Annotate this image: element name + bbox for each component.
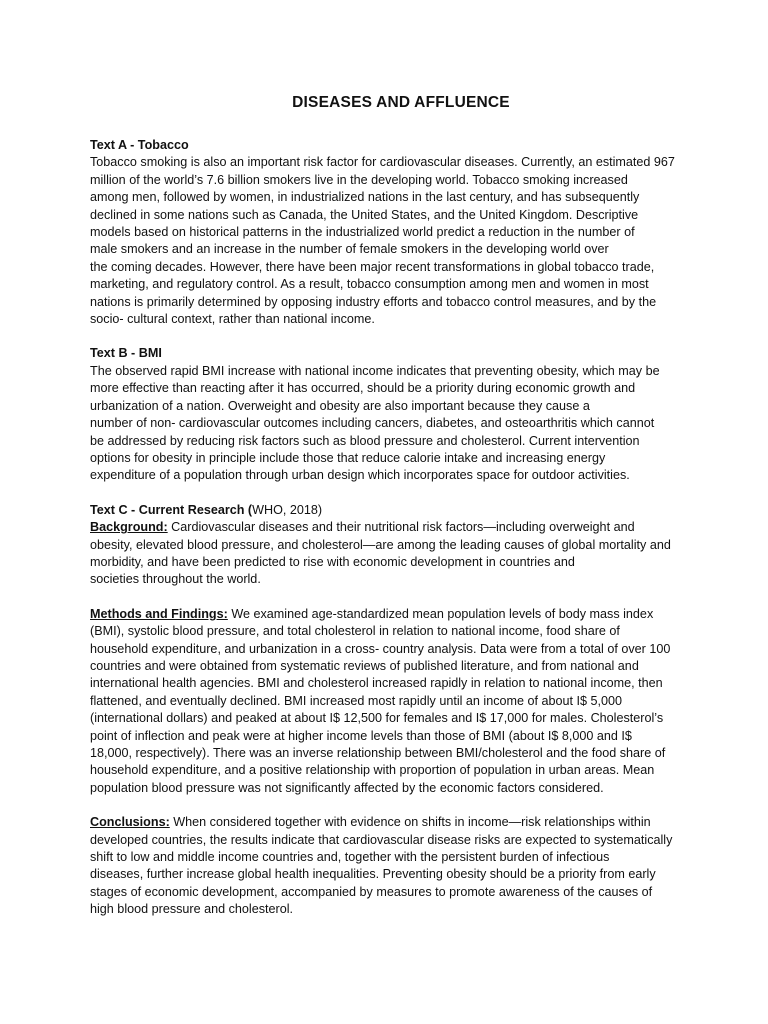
methods-line: population blood pressure was not significantly affected by the economic factors considered.: [90, 780, 604, 795]
text-b-line: The observed rapid BMI increase with national income indicates that preventing obesity, which may be: [90, 363, 660, 378]
text-a-heading: Text A - Tobacco: [90, 138, 189, 152]
methods-line: international health agencies. BMI and cholesterol increased rapidly in relation to national income, then: [90, 676, 663, 691]
background-line: obesity, elevated blood pressure, and cholesterol—are among the leading causes of global mortality and: [90, 537, 671, 552]
text-a-section: [90, 137, 712, 328]
text-b-line: be addressed by reducing risk factors such as blood pressure and cholesterol. Current intervention: [90, 433, 640, 448]
text-c-heading: [90, 502, 712, 519]
methods-line: flattened, and eventually declined. BMI increased most rapidly until an income of about I$ 5,000: [90, 693, 623, 708]
text-a-line: the coming decades. However, there have been major recent transformations in global tobacco trade,: [90, 259, 655, 274]
text-a-line: socio- cultural context, rather than national income.: [90, 312, 375, 327]
methods-section: [90, 606, 712, 797]
background-line: [90, 519, 712, 536]
text-c-heading-source: WHO, 2018): [252, 502, 323, 517]
text-a-line: among men, followed by women, in industrialized nations in the last century, and has subsequently: [90, 190, 640, 205]
methods-line: point of inflection and peak were at higher income levels than those of BMI (about I$ 8,000 and I$: [90, 728, 632, 743]
conclusions-section: [90, 814, 712, 918]
conclusions-line: shift to low and middle income countries and, together with the persistent burden of infectious: [90, 850, 610, 865]
methods-line: household expenditure, and urbanization in a cross- country analysis. Data were from a total of over 100: [90, 641, 671, 656]
conclusions-line: high blood pressure and cholesterol.: [90, 902, 294, 917]
text-a-line: nations is primarily determined by opposing industry efforts and tobacco control measures, and by the: [90, 294, 657, 309]
text-a-line: marketing, and regulatory control. As a result, tobacco consumption among men and women in most: [90, 277, 649, 292]
conclusions-line: [90, 814, 712, 831]
methods-line: 18,000, respectively). There was an inverse relationship between BMI/cholesterol and the food share of: [90, 746, 666, 760]
background-line: morbidity, and have been predicted to rise with economic development in countries and: [90, 554, 575, 569]
text-b-line: options for obesity in principle include those that reduce calorie intake and increasing energy: [90, 450, 606, 465]
methods-line: countries and were obtained from systematic reviews of published literature, and from national and: [90, 658, 639, 673]
text-b-line: more effective than reacting after it has occurred, should be a priority during economic growth and: [90, 381, 636, 396]
text-c-heading-main: Text C - Current Research (: [90, 502, 253, 517]
methods-line: (international dollars) and peaked at about I$ 12,500 for females and I$ 17,000 for males. Cholesterol’s: [90, 711, 664, 726]
methods-label: Methods and Findings:: [90, 606, 228, 621]
text-b-line: expenditure of a population through urban design which incorporates space for outdoor activities.: [90, 468, 630, 483]
conclusions-label: Conclusions:: [90, 815, 170, 830]
text-b-line: number of non- cardiovascular outcomes including cancers, diabetes, and osteoarthritis which cannot: [90, 416, 655, 431]
methods-line: [90, 606, 712, 623]
methods-line: (BMI), systolic blood pressure, and total cholesterol in relation to national income, food share of: [90, 624, 620, 639]
text-a-line: declined in some nations such as Canada, the United States, and the United Kingdom. Descriptive: [90, 207, 639, 222]
conclusions-line: diseases, further increase global health inequalities. Preventing obesity should be a priority from early: [90, 867, 656, 882]
text-a-line: models based on historical patterns in the industrialized world predict a reduction in the number of: [90, 225, 635, 240]
background-label: Background:: [90, 520, 168, 535]
text-b-section: [90, 345, 712, 484]
document-title: DISEASES AND AFFLUENCE: [292, 94, 510, 111]
methods-line: household expenditure, and a positive relationship with proportion of population in urban areas. Mean: [90, 763, 655, 778]
background-line: societies throughout the world.: [90, 572, 261, 587]
conclusions-line: stages of economic development, accompanied by measures to promote awareness of the causes of: [90, 884, 653, 899]
methods-text: We examined age-standardized mean population levels of body mass index: [227, 606, 654, 621]
text-c-section: [90, 502, 712, 589]
text-b-heading: Text B - BMI: [90, 346, 162, 361]
text-a-line: Tobacco smoking is also an important risk factor for cardiovascular diseases. Currently, an estimated 967: [90, 155, 675, 170]
text-a-line: million of the world’s 7.6 billion smokers live in the developing world. Tobacco smoking increased: [90, 172, 628, 187]
text-b-line: urbanization of a nation. Overweight and obesity are also important because they cause a: [90, 398, 590, 413]
background-text: Cardiovascular diseases and their nutritional risk factors—including overweight and: [167, 520, 635, 535]
text-a-line: male smokers and an increase in the number of female smokers in the developing world over: [90, 242, 609, 257]
conclusions-line: developed countries, the results indicate that cardiovascular disease risks are expected to systematically: [90, 832, 673, 847]
conclusions-text: When considered together with evidence on shifts in income—risk relationships within: [169, 815, 651, 830]
